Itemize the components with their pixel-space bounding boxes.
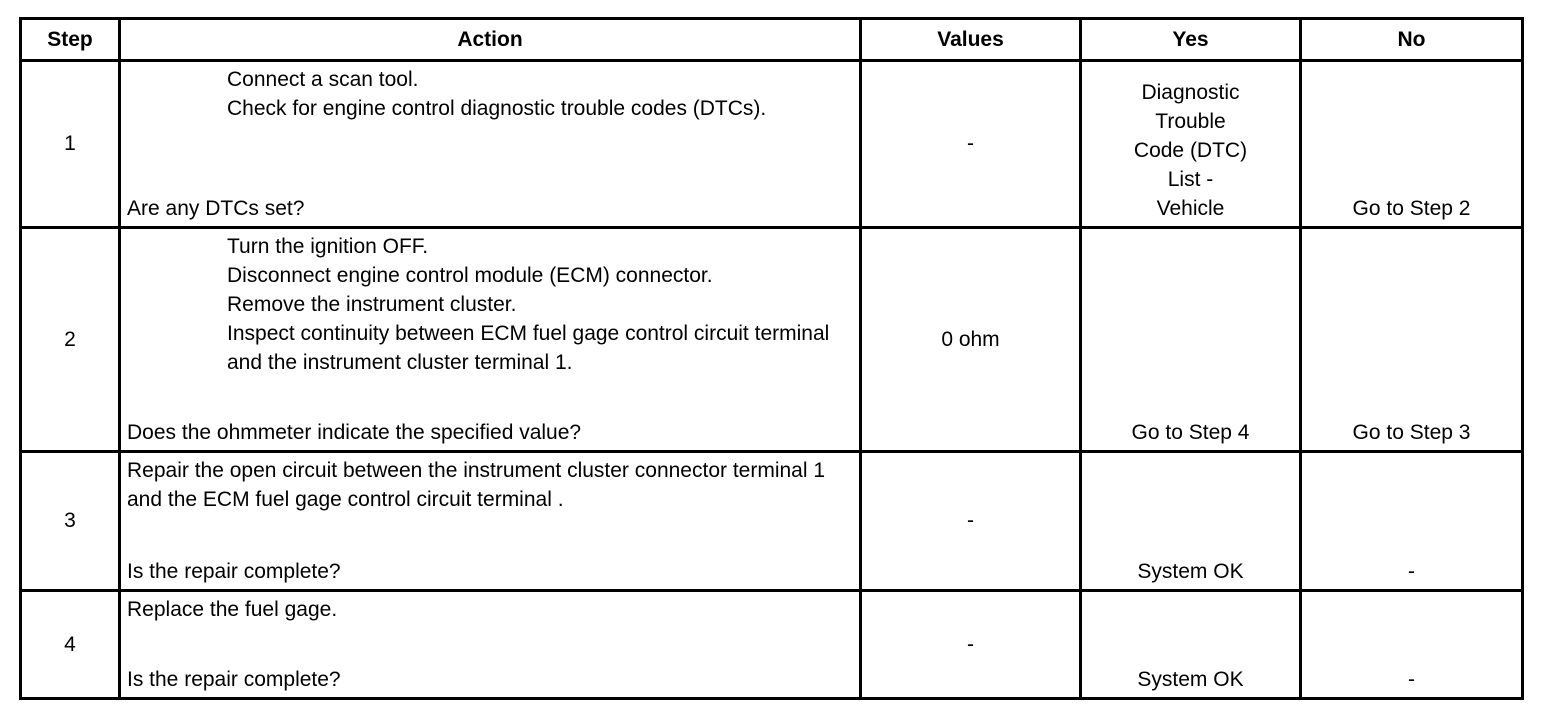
action-step: Turn the ignition OFF. bbox=[227, 235, 429, 258]
header-values: Values bbox=[861, 19, 1081, 61]
action-step: Check for engine control diagnostic trouble codes (DTCs). bbox=[227, 97, 767, 120]
action-cell bbox=[120, 228, 861, 452]
no-cell: - bbox=[1301, 452, 1523, 591]
yes-cell: System OK bbox=[1081, 452, 1301, 591]
header-row bbox=[21, 19, 1523, 61]
step-number: 1 bbox=[21, 61, 120, 228]
table-row bbox=[21, 61, 1523, 228]
action-cell bbox=[120, 452, 861, 591]
table-row bbox=[21, 591, 1523, 699]
action-step: Replace the fuel gage. bbox=[127, 598, 338, 621]
yes-cell: Go to Step 4 bbox=[1081, 228, 1301, 452]
no-cell: Go to Step 3 bbox=[1301, 228, 1523, 452]
yes-cell bbox=[1081, 61, 1301, 228]
action-step: Repair the open circuit between the instrument cluster connector terminal 1 and the ECM fuel gage control circuit terminal . bbox=[127, 459, 826, 511]
header-no: No bbox=[1301, 19, 1523, 61]
action-question: Are any DTCs set? bbox=[127, 197, 305, 220]
no-cell: Go to Step 2 bbox=[1301, 61, 1523, 228]
action-cell bbox=[120, 591, 861, 699]
action-step: Connect a scan tool. bbox=[227, 68, 419, 91]
action-cell bbox=[120, 61, 861, 228]
no-cell: - bbox=[1301, 591, 1523, 699]
value-cell: 0 ohm bbox=[861, 228, 1081, 452]
value-cell: - bbox=[861, 591, 1081, 699]
action-step: Remove the instrument cluster. bbox=[227, 293, 517, 316]
action-question: Is the repair complete? bbox=[127, 668, 341, 691]
action-question: Does the ohmmeter indicate the specified value? bbox=[127, 421, 582, 444]
step-number: 3 bbox=[21, 452, 120, 591]
action-step: Disconnect engine control module (ECM) connector. bbox=[227, 264, 713, 287]
value-cell: - bbox=[861, 61, 1081, 228]
action-step: Inspect continuity between ECM fuel gage control circuit terminal and the instrument cluster terminal 1. bbox=[227, 322, 830, 374]
value-cell: - bbox=[861, 452, 1081, 591]
header-step: Step bbox=[21, 19, 120, 61]
yes-cell: System OK bbox=[1081, 591, 1301, 699]
table-row bbox=[21, 228, 1523, 452]
yes-text: Diagnostic Trouble Code (DTC) List - Vehicle bbox=[1133, 81, 1248, 220]
header-yes: Yes bbox=[1081, 19, 1301, 61]
step-number: 4 bbox=[21, 591, 120, 699]
action-question: Is the repair complete? bbox=[127, 560, 341, 583]
step-number: 2 bbox=[21, 228, 120, 452]
header-action: Action bbox=[120, 19, 861, 61]
diagnostic-table bbox=[19, 17, 1524, 700]
table-row bbox=[21, 452, 1523, 591]
